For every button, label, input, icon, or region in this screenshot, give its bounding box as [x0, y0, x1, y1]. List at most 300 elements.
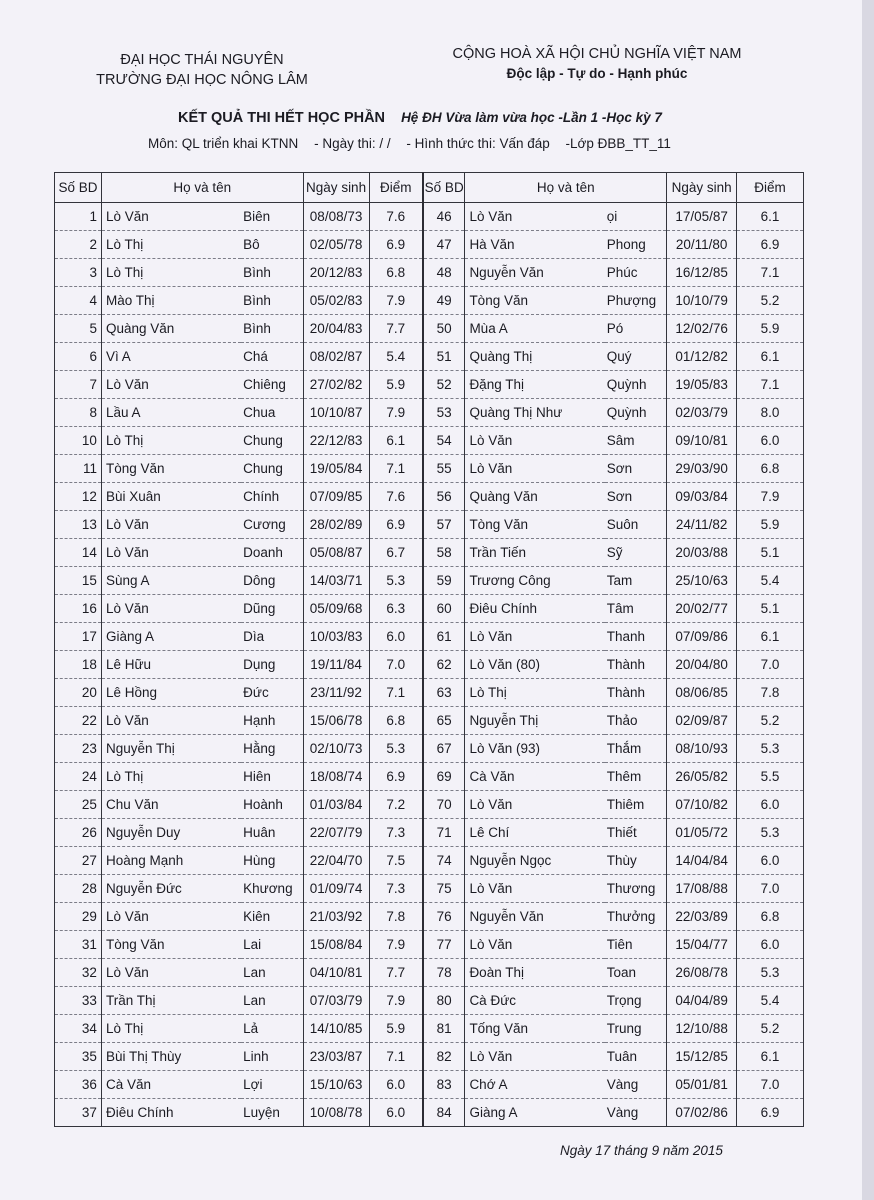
student-number-cell: 5	[55, 315, 102, 343]
surname-cell: Lò Văn	[101, 595, 241, 623]
student-number-cell: 35	[55, 1043, 102, 1071]
surname-cell: Hoàng Mạnh	[101, 847, 241, 875]
given-name-cell: Tam	[605, 567, 667, 595]
date-of-birth-cell: 19/05/83	[667, 371, 737, 399]
surname-cell: Tống Văn	[465, 1015, 605, 1043]
date-of-birth-cell: 22/07/79	[303, 819, 369, 847]
student-number-cell: 26	[55, 819, 102, 847]
date-of-birth-cell: 04/04/89	[667, 987, 737, 1015]
given-name-cell: Thưởng	[605, 903, 667, 931]
date-of-birth-cell: 08/10/93	[667, 735, 737, 763]
given-name-cell: Dụng	[241, 651, 303, 679]
student-number-cell: 6	[55, 343, 102, 371]
score-cell: 6.3	[369, 595, 423, 623]
table-row	[55, 511, 804, 539]
given-name-cell: Phúc	[605, 259, 667, 287]
table-row	[55, 847, 804, 875]
student-number-cell: 47	[423, 231, 465, 259]
date-of-birth-cell: 14/10/85	[303, 1015, 369, 1043]
date-of-birth-cell: 08/08/73	[303, 203, 369, 231]
given-name-cell: Thêm	[605, 763, 667, 791]
score-cell: 6.9	[369, 763, 423, 791]
date-of-birth-cell: 20/11/80	[667, 231, 737, 259]
date-of-birth-cell: 27/02/82	[303, 371, 369, 399]
table-row	[55, 231, 804, 259]
given-name-cell: Dũng	[241, 595, 303, 623]
surname-cell: Lò Thị	[101, 231, 241, 259]
date-of-birth-cell: 18/08/74	[303, 763, 369, 791]
given-name-cell: Thành	[605, 679, 667, 707]
table-row	[55, 931, 804, 959]
score-cell: 6.1	[737, 203, 804, 231]
surname-cell: Lê Hữu	[101, 651, 241, 679]
student-number-cell: 78	[423, 959, 465, 987]
student-number-cell: 74	[423, 847, 465, 875]
surname-cell: Giàng A	[465, 1099, 605, 1127]
student-number-cell: 37	[55, 1099, 102, 1127]
score-cell: 6.8	[369, 259, 423, 287]
table-row	[55, 287, 804, 315]
given-name-cell: Bô	[241, 231, 303, 259]
given-name-cell: Thanh	[605, 623, 667, 651]
surname-cell: Nguyễn Ngọc	[465, 847, 605, 875]
score-cell: 8.0	[737, 399, 804, 427]
date-of-birth-cell: 23/11/92	[303, 679, 369, 707]
surname-cell: Nguyễn Đức	[101, 875, 241, 903]
table-row	[55, 343, 804, 371]
date-of-birth-cell: 20/02/77	[667, 595, 737, 623]
date-of-birth-cell: 22/04/70	[303, 847, 369, 875]
exam-format-label: - Hình thức thi: Vấn đáp	[406, 136, 550, 151]
score-cell: 7.8	[369, 903, 423, 931]
surname-cell: Cà Văn	[101, 1071, 241, 1099]
class-label: -Lớp ĐBB_TT_11	[565, 136, 671, 151]
student-number-cell: 3	[55, 259, 102, 287]
surname-cell: Sùng A	[101, 567, 241, 595]
given-name-cell: Chá	[241, 343, 303, 371]
surname-cell: Lê Hồng	[101, 679, 241, 707]
given-name-cell: Doanh	[241, 539, 303, 567]
date-of-birth-cell: 15/08/84	[303, 931, 369, 959]
table-row	[55, 203, 804, 231]
score-cell: 7.2	[369, 791, 423, 819]
given-name-cell: Vàng	[605, 1071, 667, 1099]
given-name-cell: Thiêm	[605, 791, 667, 819]
student-number-cell: 53	[423, 399, 465, 427]
document-title	[178, 110, 662, 126]
student-number-cell: 48	[423, 259, 465, 287]
surname-cell: Lò Văn	[465, 1043, 605, 1071]
table-row	[55, 455, 804, 483]
score-cell: 7.9	[369, 399, 423, 427]
surname-cell: Lò Văn	[465, 931, 605, 959]
score-cell: 7.1	[737, 371, 804, 399]
table-row	[55, 875, 804, 903]
score-cell: 7.0	[369, 651, 423, 679]
score-cell: 7.6	[369, 483, 423, 511]
given-name-cell: Pó	[605, 315, 667, 343]
table-row	[55, 819, 804, 847]
student-number-cell: 23	[55, 735, 102, 763]
date-of-birth-cell: 20/04/83	[303, 315, 369, 343]
surname-cell: Cà Đức	[465, 987, 605, 1015]
surname-cell: Chớ A	[465, 1071, 605, 1099]
table-row	[55, 1099, 804, 1127]
given-name-cell: Linh	[241, 1043, 303, 1071]
score-cell: 7.9	[369, 931, 423, 959]
student-number-cell: 11	[55, 455, 102, 483]
student-number-cell: 12	[55, 483, 102, 511]
table-header-row	[55, 173, 804, 203]
country-name: CỘNG HOÀ XÃ HỘI CHỦ NGHĨA VIỆT NAM	[452, 46, 742, 62]
given-name-cell: Luyện	[241, 1099, 303, 1127]
col-header-name: Họ và tên	[465, 173, 667, 203]
score-cell: 7.9	[737, 483, 804, 511]
table-row	[55, 315, 804, 343]
date-of-birth-cell: 26/08/78	[667, 959, 737, 987]
surname-cell: Lò Văn	[101, 539, 241, 567]
student-number-cell: 75	[423, 875, 465, 903]
surname-cell: Lò Văn	[101, 203, 241, 231]
exam-date-label: - Ngày thi: / /	[314, 136, 391, 151]
given-name-cell: Sỹ	[605, 539, 667, 567]
given-name-cell: Sơn	[605, 483, 667, 511]
surname-cell: Chu Văn	[101, 791, 241, 819]
surname-cell: Nguyễn Thị	[465, 707, 605, 735]
score-cell: 7.3	[369, 819, 423, 847]
score-cell: 6.1	[737, 343, 804, 371]
score-cell: 7.7	[369, 315, 423, 343]
given-name-cell: Hằng	[241, 735, 303, 763]
surname-cell: Lò Văn	[101, 371, 241, 399]
given-name-cell: Sơn	[605, 455, 667, 483]
score-cell: 7.0	[737, 1071, 804, 1099]
table-row	[55, 763, 804, 791]
given-name-cell: Lai	[241, 931, 303, 959]
date-of-birth-cell: 14/04/84	[667, 847, 737, 875]
table-row	[55, 1071, 804, 1099]
score-cell: 5.9	[737, 315, 804, 343]
given-name-cell: Thắm	[605, 735, 667, 763]
surname-cell: Lò Văn	[101, 511, 241, 539]
surname-cell: Lò Văn	[101, 707, 241, 735]
student-number-cell: 70	[423, 791, 465, 819]
national-header	[432, 44, 762, 84]
given-name-cell: Phượng	[605, 287, 667, 315]
student-number-cell: 54	[423, 427, 465, 455]
issuer-header	[92, 50, 312, 90]
given-name-cell: Tâm	[605, 595, 667, 623]
surname-cell: Nguyễn Duy	[101, 819, 241, 847]
student-number-cell: 20	[55, 679, 102, 707]
surname-cell: Mào Thị	[101, 287, 241, 315]
date-of-birth-cell: 10/08/78	[303, 1099, 369, 1127]
date-of-birth-cell: 20/04/80	[667, 651, 737, 679]
surname-cell: Điêu Chính	[465, 595, 605, 623]
title-sub: Hệ ĐH Vừa làm vừa học -Lần 1 -Học kỳ 7	[401, 110, 662, 125]
date-of-birth-cell: 05/08/87	[303, 539, 369, 567]
student-number-cell: 25	[55, 791, 102, 819]
student-number-cell: 14	[55, 539, 102, 567]
date-of-birth-cell: 12/02/76	[667, 315, 737, 343]
score-cell: 5.4	[369, 343, 423, 371]
given-name-cell: Lợi	[241, 1071, 303, 1099]
student-number-cell: 49	[423, 287, 465, 315]
given-name-cell: Vàng	[605, 1099, 667, 1127]
score-cell: 6.0	[737, 931, 804, 959]
date-of-birth-cell: 09/10/81	[667, 427, 737, 455]
student-number-cell: 7	[55, 371, 102, 399]
date-of-birth-cell: 21/03/92	[303, 903, 369, 931]
date-of-birth-cell: 05/02/83	[303, 287, 369, 315]
given-name-cell: Hiên	[241, 763, 303, 791]
given-name-cell: Trọng	[605, 987, 667, 1015]
score-cell: 5.9	[737, 511, 804, 539]
surname-cell: Lò Văn	[465, 203, 605, 231]
given-name-cell: Bình	[241, 259, 303, 287]
table-row	[55, 791, 804, 819]
surname-cell: Tòng Văn	[101, 931, 241, 959]
score-cell: 6.0	[737, 427, 804, 455]
score-cell: 5.3	[737, 819, 804, 847]
subject-label: Môn: QL triển khai KTNN	[148, 136, 299, 151]
student-number-cell: 8	[55, 399, 102, 427]
student-number-cell: 67	[423, 735, 465, 763]
score-cell: 6.9	[369, 511, 423, 539]
date-of-birth-cell: 26/05/82	[667, 763, 737, 791]
score-cell: 7.9	[369, 287, 423, 315]
surname-cell: Trần Thị	[101, 987, 241, 1015]
date-of-birth-cell: 23/03/87	[303, 1043, 369, 1071]
given-name-cell: Quỳnh	[605, 399, 667, 427]
col-header-sbd: Số BD	[55, 173, 102, 203]
table-row	[55, 567, 804, 595]
date-of-birth-cell: 15/04/77	[667, 931, 737, 959]
given-name-cell: Quý	[605, 343, 667, 371]
student-number-cell: 52	[423, 371, 465, 399]
student-number-cell: 69	[423, 763, 465, 791]
date-of-birth-cell: 02/09/87	[667, 707, 737, 735]
student-number-cell: 36	[55, 1071, 102, 1099]
score-cell: 7.0	[737, 875, 804, 903]
table-row	[55, 707, 804, 735]
date-of-birth-cell: 05/09/68	[303, 595, 369, 623]
surname-cell: Nguyễn Thị	[101, 735, 241, 763]
student-number-cell: 27	[55, 847, 102, 875]
given-name-cell: Thùy	[605, 847, 667, 875]
table-row	[55, 539, 804, 567]
score-cell: 6.9	[737, 1099, 804, 1127]
student-number-cell: 57	[423, 511, 465, 539]
surname-cell: Lầu A	[101, 399, 241, 427]
col-header-score: Điểm	[369, 173, 423, 203]
score-cell: 7.1	[737, 259, 804, 287]
surname-cell: Lò Văn	[465, 427, 605, 455]
student-number-cell: 62	[423, 651, 465, 679]
col-header-dob: Ngày sinh	[667, 173, 737, 203]
date-of-birth-cell: 22/03/89	[667, 903, 737, 931]
score-cell: 7.8	[737, 679, 804, 707]
surname-cell: Lò Thị	[465, 679, 605, 707]
student-number-cell: 18	[55, 651, 102, 679]
date-of-birth-cell: 29/03/90	[667, 455, 737, 483]
date-of-birth-cell: 19/11/84	[303, 651, 369, 679]
student-number-cell: 22	[55, 707, 102, 735]
surname-cell: Nguyễn Văn	[465, 903, 605, 931]
given-name-cell: Hoành	[241, 791, 303, 819]
given-name-cell: Toan	[605, 959, 667, 987]
table-row	[55, 483, 804, 511]
score-cell: 6.0	[369, 1071, 423, 1099]
student-number-cell: 46	[423, 203, 465, 231]
student-number-cell: 50	[423, 315, 465, 343]
student-number-cell: 4	[55, 287, 102, 315]
date-of-birth-cell: 20/12/83	[303, 259, 369, 287]
student-number-cell: 80	[423, 987, 465, 1015]
table-row	[55, 371, 804, 399]
score-cell: 5.1	[737, 595, 804, 623]
score-cell: 7.5	[369, 847, 423, 875]
surname-cell: Lò Thị	[101, 763, 241, 791]
table-row	[55, 679, 804, 707]
table-row	[55, 259, 804, 287]
given-name-cell: Thảo	[605, 707, 667, 735]
student-number-cell: 2	[55, 231, 102, 259]
surname-cell: Vì A	[101, 343, 241, 371]
score-cell: 6.1	[737, 623, 804, 651]
col-header-dob: Ngày sinh	[303, 173, 369, 203]
col-header-name: Họ và tên	[101, 173, 303, 203]
given-name-cell: Chiêng	[241, 371, 303, 399]
surname-cell: Tòng Văn	[465, 287, 605, 315]
surname-cell: Quàng Thị Như	[465, 399, 605, 427]
score-cell: 7.3	[369, 875, 423, 903]
date-of-birth-cell: 14/03/71	[303, 567, 369, 595]
score-cell: 7.9	[369, 987, 423, 1015]
given-name-cell: Tiên	[605, 931, 667, 959]
exam-info	[148, 136, 683, 151]
given-name-cell: Thương	[605, 875, 667, 903]
score-cell: 5.2	[737, 707, 804, 735]
date-of-birth-cell: 17/08/88	[667, 875, 737, 903]
date-of-birth-cell: 01/05/72	[667, 819, 737, 847]
date-of-birth-cell: 07/03/79	[303, 987, 369, 1015]
student-number-cell: 71	[423, 819, 465, 847]
given-name-cell: Sâm	[605, 427, 667, 455]
student-number-cell: 32	[55, 959, 102, 987]
surname-cell: Lò Văn	[465, 623, 605, 651]
score-cell: 7.7	[369, 959, 423, 987]
table-row	[55, 595, 804, 623]
date-of-birth-cell: 15/10/63	[303, 1071, 369, 1099]
surname-cell: Tòng Văn	[465, 511, 605, 539]
student-number-cell: 83	[423, 1071, 465, 1099]
table-row	[55, 987, 804, 1015]
student-number-cell: 59	[423, 567, 465, 595]
student-number-cell: 56	[423, 483, 465, 511]
surname-cell: Trần Tiến	[465, 539, 605, 567]
table-row	[55, 903, 804, 931]
surname-cell: Tòng Văn	[101, 455, 241, 483]
score-cell: 6.9	[737, 231, 804, 259]
score-cell: 6.9	[369, 231, 423, 259]
score-cell: 5.3	[369, 735, 423, 763]
given-name-cell: Bình	[241, 315, 303, 343]
score-cell: 5.9	[369, 371, 423, 399]
student-number-cell: 60	[423, 595, 465, 623]
given-name-cell: Dìa	[241, 623, 303, 651]
score-cell: 7.1	[369, 679, 423, 707]
col-header-score: Điểm	[737, 173, 804, 203]
surname-cell: Trương Công	[465, 567, 605, 595]
student-number-cell: 84	[423, 1099, 465, 1127]
student-number-cell: 34	[55, 1015, 102, 1043]
score-cell: 6.8	[737, 903, 804, 931]
date-of-birth-cell: 07/10/82	[667, 791, 737, 819]
table-row	[55, 651, 804, 679]
given-name-cell: Chung	[241, 455, 303, 483]
score-cell: 6.8	[737, 455, 804, 483]
surname-cell: Bùi Xuân	[101, 483, 241, 511]
student-number-cell: 55	[423, 455, 465, 483]
date-of-birth-cell: 10/03/83	[303, 623, 369, 651]
surname-cell: Điêu Chính	[101, 1099, 241, 1127]
surname-cell: Mùa A	[465, 315, 605, 343]
score-cell: 5.9	[369, 1015, 423, 1043]
table-row	[55, 1043, 804, 1071]
university-name: ĐẠI HỌC THÁI NGUYÊN	[120, 52, 284, 68]
surname-cell: Cà Văn	[465, 763, 605, 791]
date-of-birth-cell: 01/03/84	[303, 791, 369, 819]
surname-cell: Lò Văn	[465, 791, 605, 819]
student-number-cell: 29	[55, 903, 102, 931]
given-name-cell: Thành	[605, 651, 667, 679]
student-number-cell: 15	[55, 567, 102, 595]
score-cell: 7.1	[369, 1043, 423, 1071]
date-of-birth-cell: 10/10/79	[667, 287, 737, 315]
student-number-cell: 65	[423, 707, 465, 735]
date-of-birth-cell: 15/12/85	[667, 1043, 737, 1071]
surname-cell: Quàng Văn	[465, 483, 605, 511]
date-of-birth-cell: 05/01/81	[667, 1071, 737, 1099]
student-number-cell: 28	[55, 875, 102, 903]
score-cell: 6.1	[737, 1043, 804, 1071]
student-number-cell: 1	[55, 203, 102, 231]
student-number-cell: 33	[55, 987, 102, 1015]
given-name-cell: Đức	[241, 679, 303, 707]
date-of-birth-cell: 12/10/88	[667, 1015, 737, 1043]
table-row	[55, 1015, 804, 1043]
student-number-cell: 58	[423, 539, 465, 567]
date-of-birth-cell: 07/09/86	[667, 623, 737, 651]
date-of-birth-cell: 09/03/84	[667, 483, 737, 511]
national-motto: Độc lập - Tự do - Hạnh phúc	[506, 66, 688, 81]
score-cell: 6.1	[369, 427, 423, 455]
given-name-cell: Suôn	[605, 511, 667, 539]
surname-cell: Nguyễn Văn	[465, 259, 605, 287]
surname-cell: Đoàn Thị	[465, 959, 605, 987]
given-name-cell: Lan	[241, 987, 303, 1015]
date-of-birth-cell: 01/09/74	[303, 875, 369, 903]
given-name-cell: Khương	[241, 875, 303, 903]
score-cell: 5.3	[737, 959, 804, 987]
score-cell: 7.0	[737, 651, 804, 679]
score-cell: 5.4	[737, 987, 804, 1015]
surname-cell: Lò Văn	[465, 875, 605, 903]
given-name-cell: Bình	[241, 287, 303, 315]
score-cell: 5.2	[737, 287, 804, 315]
score-cell: 5.2	[737, 1015, 804, 1043]
